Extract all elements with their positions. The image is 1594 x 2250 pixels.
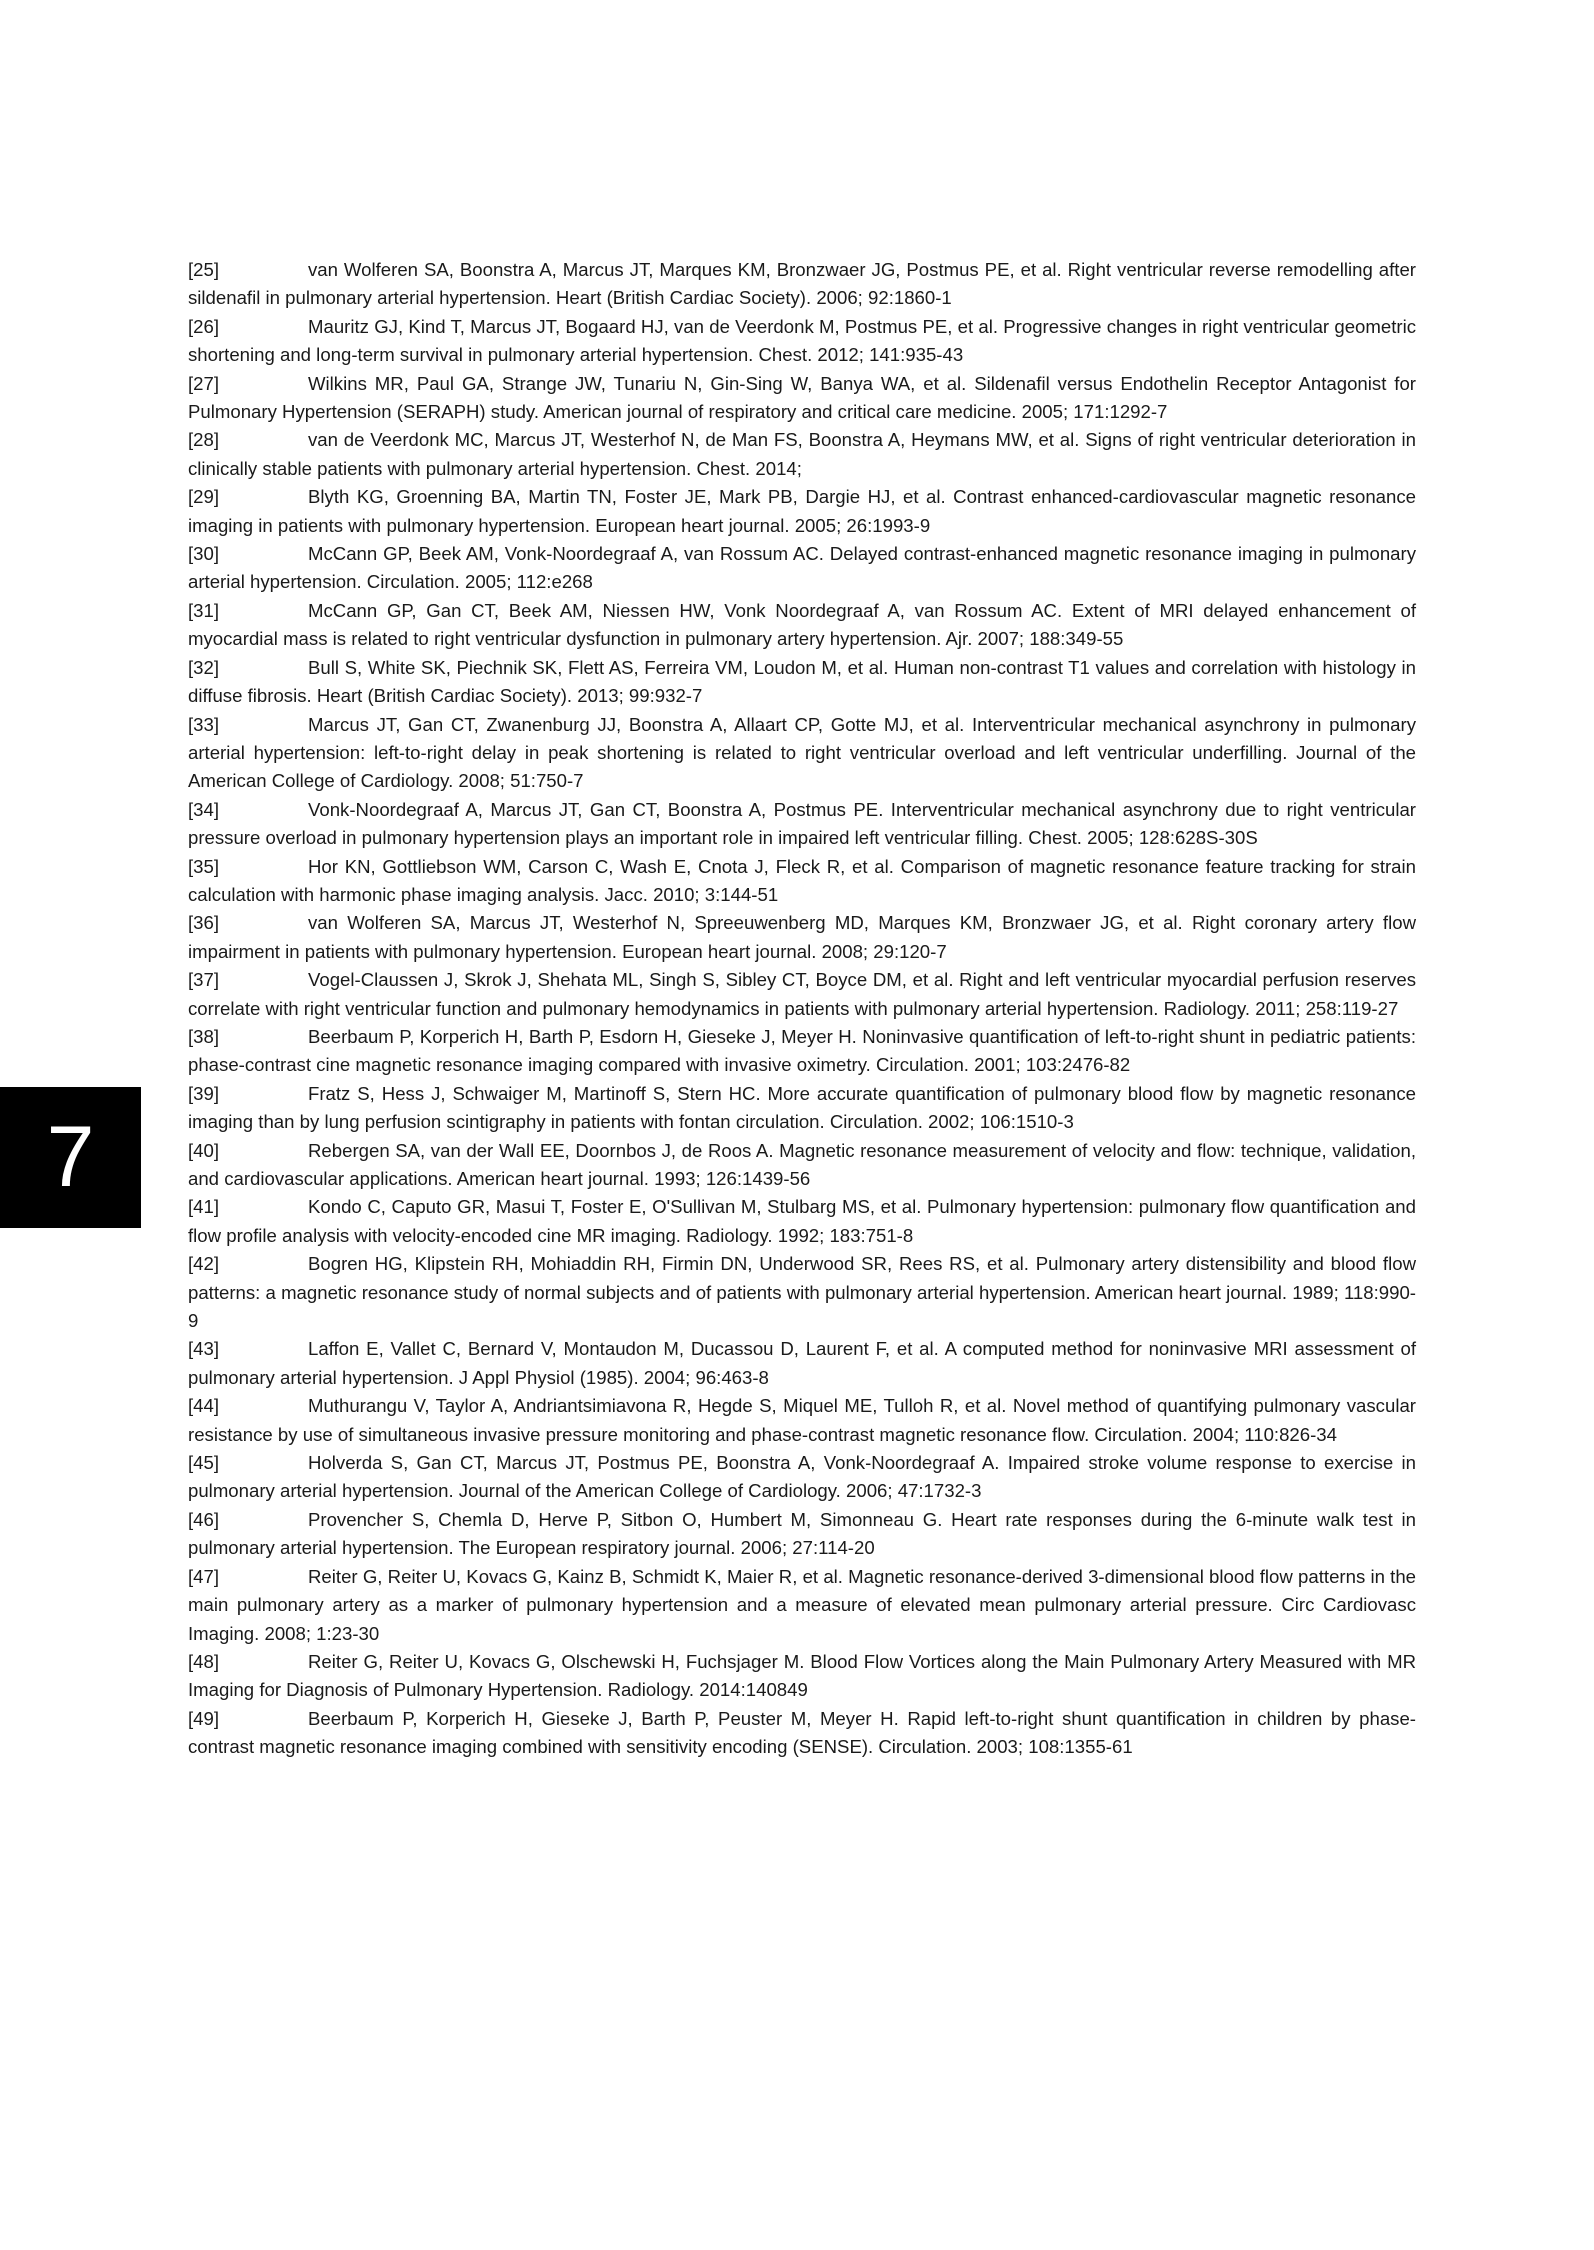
reference-number: [40] [188,1139,220,1161]
reference-item [188,597,1416,654]
reference-item [188,654,1416,711]
reference-item [188,1080,1416,1137]
reference-item [188,540,1416,597]
reference-text: Wilkins MR, Paul GA, Strange JW, Tunariu N, Gin-Sing W, Banya WA, et al. Sildenafil versus Endothelin Receptor Antagonist for Pulmonary Hypertension (SERAPH) study. American journal of respiratory and critical care medicine. 2005; 171:1292-7 [188,372,1416,423]
reference-item [188,1335,1416,1392]
reference-number: [29] [188,486,220,508]
reference-item [188,1023,1416,1080]
reference-text: van Wolferen SA, Marcus JT, Westerhof N, Spreeuwenberg MD, Marques KM, Bronzwaer JG, et al. Right coronary artery flow impairment in patients with pulmonary hypertension. European heart journal. 2008; 29:120-7 [188,912,1416,962]
reference-item [188,796,1416,853]
reference-number: [43] [188,1338,220,1360]
reference-number: [44] [188,1395,220,1417]
reference-number: [25] [188,259,220,280]
reference-number: [33] [188,713,220,735]
reference-number: [35] [188,855,220,877]
reference-number: [39] [188,1082,220,1104]
reference-item [188,1193,1416,1250]
reference-text: Reiter G, Reiter U, Kovacs G, Kainz B, Schmidt K, Maier R, et al. Magnetic resonance-derived 3-dimensional blood flow patterns in the main pulmonary artery as a marker of pulmonary hypertension and a measure of elevated mean pulmonary arterial pressure. Circ Cardiovasc Imaging. 2008; 1:23-30 [188,1565,1416,1644]
reference-item [188,1137,1416,1194]
reference-text: Kondo C, Caputo GR, Masui T, Foster E, O'Sullivan M, Stulbarg MS, et al. Pulmonary hypertension: pulmonary flow quantification and flow profile analysis with velocity-encoded cine MR imaging. Radiology. 1992; 183:751-8 [188,1196,1416,1246]
reference-text: Marcus JT, Gan CT, Zwanenburg JJ, Boonstra A, Allaart CP, Gotte MJ, et al. Interventricular mechanical asynchrony in pulmonary arterial hypertension: left-to-right delay in peak shortening is related to right ventricular overload and left ventricular underfilling. Journal of the American College of Cardiology. 2008; 51:750-7 [188,713,1416,792]
reference-item [188,1563,1416,1648]
reference-number: [28] [188,429,220,451]
reference-number: [34] [188,798,220,820]
reference-text: Blyth KG, Groenning BA, Martin TN, Foster JE, Mark PB, Dargie HJ, et al. Contrast enhanced-cardiovascular magnetic resonance imaging in patients with pulmonary hypertension. European heart journal. 2005; 26:1993-9 [188,486,1416,536]
reference-number: [30] [188,543,220,565]
reference-number: [26] [188,315,220,337]
reference-number: [27] [188,372,220,394]
reference-number: [46] [188,1508,220,1530]
reference-text: Holverda S, Gan CT, Marcus JT, Postmus PE, Boonstra A, Vonk-Noordegraaf A. Impaired stroke volume response to exercise in pulmonary arterial hypertension. Journal of the American College of Cardiology. 2006; 47:1732-3 [188,1452,1416,1502]
reference-item [188,711,1416,796]
reference-text: Laffon E, Vallet C, Bernard V, Montaudon M, Ducassou D, Laurent F, et al. A computed method for noninvasive MRI assessment of pulmonary arterial hypertension. J Appl Physiol (1985). 2004; 96:463-8 [188,1338,1416,1388]
reference-text: Fratz S, Hess J, Schwaiger M, Martinoff S, Stern HC. More accurate quantification of pulmonary blood flow by magnetic resonance imaging than by lung perfusion scintigraphy in patients with fontan circulation. Circulation. 2002; 106:1510-3 [188,1082,1416,1133]
reference-item [188,1250,1416,1335]
reference-text: Hor KN, Gottliebson WM, Carson C, Wash E, Cnota J, Fleck R, et al. Comparison of magnetic resonance feature tracking for strain calculation with harmonic phase imaging analysis. Jacc. 2010; 3:144-51 [188,855,1416,905]
reference-text: Bull S, White SK, Piechnik SK, Flett AS, Ferreira VM, Loudon M, et al. Human non-contrast T1 values and correlation with histology in diffuse fibrosis. Heart (British Cardiac Society). 2013; 99:932-7 [188,656,1416,707]
reference-item [188,1449,1416,1506]
reference-item [188,1392,1416,1449]
reference-list [188,256,1416,1762]
reference-number: [37] [188,969,220,991]
reference-item [188,483,1416,540]
reference-number: [31] [188,599,220,621]
reference-number: [42] [188,1253,220,1275]
reference-text: Beerbaum P, Korperich H, Gieseke J, Barth P, Peuster M, Meyer H. Rapid left-to-right shunt quantification in children by phase-contrast magnetic resonance imaging combined with sensitivity encoding (SENSE). Circulation. 2003; 108:1355-61 [188,1707,1416,1758]
reference-item [188,1705,1416,1762]
reference-number: [47] [188,1565,220,1587]
reference-text: Mauritz GJ, Kind T, Marcus JT, Bogaard HJ, van de Veerdonk M, Postmus PE, et al. Progressive changes in right ventricular geometric shortening and long-term survival in pulmonary arterial hypertension. Chest. 2012; 141:935-43 [188,315,1416,366]
reference-item [188,426,1416,483]
reference-text: Vogel-Claussen J, Skrok J, Shehata ML, Singh S, Sibley CT, Boyce DM, et al. Right and left ventricular myocardial perfusion reserves correlate with right ventricular function and pulmonary hemodynamics in patients with pulmonary arterial hypertension. Radiology. 2011; 258:119-27 [188,969,1416,1019]
reference-number: [41] [188,1196,220,1218]
reference-text: van Wolferen SA, Boonstra A, Marcus JT, Marques KM, Bronzwaer JG, Postmus PE, et al. Right ventricular reverse remodelling after sildenafil in pulmonary arterial hypertension. Heart (British Cardiac Society). 2006; 92:1860-1 [188,259,1416,309]
reference-text: Beerbaum P, Korperich H, Barth P, Esdorn H, Gieseke J, Meyer H. Noninvasive quantification of left-to-right shunt in pediatric patients: phase-contrast cine magnetic resonance imaging compared with invasive oximetry. Circulation. 2001; 103:2476-82 [188,1025,1416,1076]
reference-number: [36] [188,912,220,934]
reference-text: Bogren HG, Klipstein RH, Mohiaddin RH, Firmin DN, Underwood SR, Rees RS, et al. Pulmonary artery distensibility and blood flow patterns: a magnetic resonance study of normal subjects and of patients with pulmonary arterial hypertension. American heart journal. 1989; 118:990-9 [188,1253,1416,1332]
reference-number: [32] [188,656,220,678]
reference-text: Rebergen SA, van der Wall EE, Doornbos J, de Roos A. Magnetic resonance measurement of velocity and flow: technique, validation, and cardiovascular applications. American heart journal. 1993; 126:1439-56 [188,1139,1416,1189]
reference-text: McCann GP, Beek AM, Vonk-Noordegraaf A, van Rossum AC. Delayed contrast-enhanced magnetic resonance imaging in pulmonary arterial hypertension. Circulation. 2005; 112:e268 [188,543,1416,593]
chapter-tab: 7 [0,1087,141,1228]
reference-text: Muthurangu V, Taylor A, Andriantsimiavona R, Hegde S, Miquel ME, Tulloh R, et al. Novel method of quantifying pulmonary vascular resistance by use of simultaneous invasive pressure monitoring and phase-contrast magnetic resonance flow. Circulation. 2004; 110:826-34 [188,1395,1416,1445]
reference-number: [48] [188,1650,220,1672]
reference-text: van de Veerdonk MC, Marcus JT, Westerhof N, de Man FS, Boonstra A, Heymans MW, et al. Signs of right ventricular deterioration in clinically stable patients with pulmonary arterial hypertension. Chest. 2014; [188,429,1416,479]
reference-number: [45] [188,1452,220,1474]
reference-number: [49] [188,1707,220,1729]
reference-text: Vonk-Noordegraaf A, Marcus JT, Gan CT, Boonstra A, Postmus PE. Interventricular mechanical asynchrony due to right ventricular pressure overload in pulmonary hypertension plays an important role in impaired left ventricular filling. Chest. 2005; 128:628S-30S [188,798,1416,849]
reference-item [188,853,1416,910]
reference-number: [38] [188,1025,220,1047]
reference-item [188,313,1416,370]
reference-text: Provencher S, Chemla D, Herve P, Sitbon O, Humbert M, Simonneau G. Heart rate responses during the 6-minute walk test in pulmonary arterial hypertension. The European respiratory journal. 2006; 27:114-20 [188,1508,1416,1559]
reference-item [188,1506,1416,1563]
reference-item [188,909,1416,966]
reference-text: McCann GP, Gan CT, Beek AM, Niessen HW, Vonk Noordegraaf A, van Rossum AC. Extent of MRI delayed enhancement of myocardial mass is related to right ventricular dysfunction in pulmonary artery hypertension. Ajr. 2007; 188:349-55 [188,599,1416,650]
reference-text: Reiter G, Reiter U, Kovacs G, Olschewski H, Fuchsjager M. Blood Flow Vortices along the Main Pulmonary Artery Measured with MR Imaging for Diagnosis of Pulmonary Hypertension. Radiology. 2014:140849 [188,1650,1416,1701]
reference-item [188,966,1416,1023]
reference-item [188,370,1416,427]
reference-item [188,1648,1416,1705]
reference-item [188,256,1416,313]
